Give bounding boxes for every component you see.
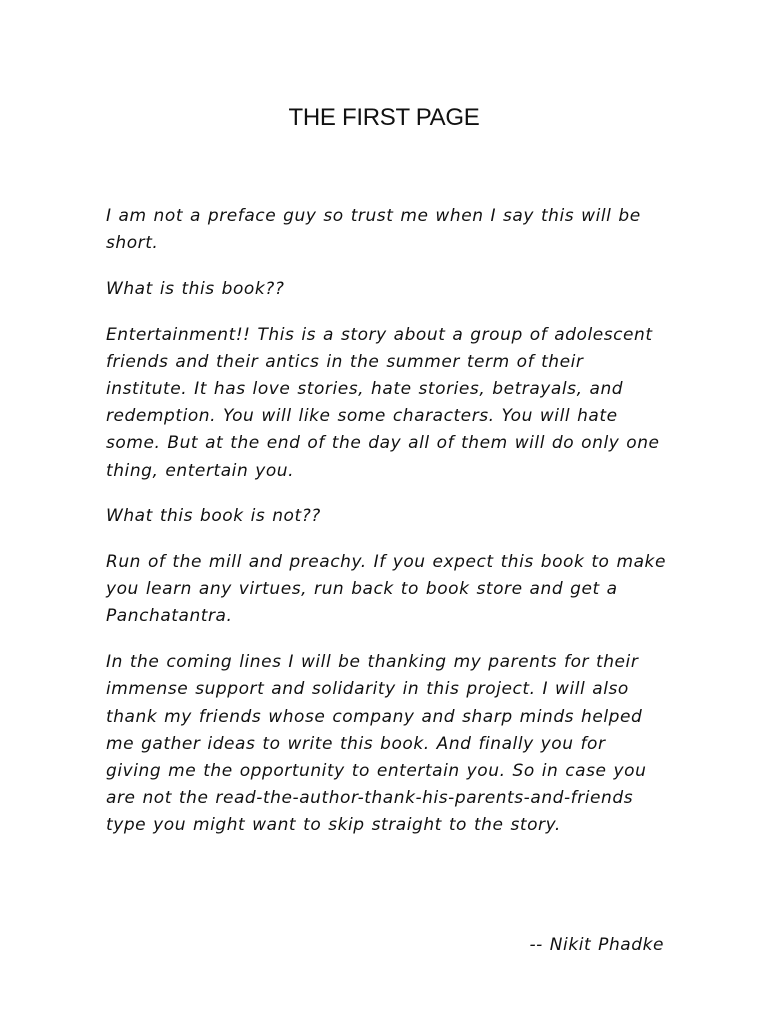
author-signature: -- Nikit Phadke: [529, 935, 664, 955]
paragraph-intro: I am not a preface guy so trust me when I say this will be short.: [106, 206, 641, 254]
preface-body: [106, 203, 666, 858]
paragraph-run-of-mill: Run of the mill and preachy. If you expect this book to make you learn any virtues, run back to book store and get a Panchatantra.: [106, 552, 666, 627]
paragraph-entertainment: Entertainment!! This is a story about a group of adolescent friends and their antics in the summer term of their institute. It has love stories, hate stories, betrayals, and redemption. You will like some characters. You will hate some. But at the end of the day all of them will do only one thing, entertain you.: [106, 324, 660, 481]
page-title: THE FIRST PAGE: [288, 104, 480, 131]
paragraph-thanks: In the coming lines I will be thanking my parents for their immense support and solidarity in this project. I will also thank my friends whose company and sharp minds helped me gather ideas to write this book. And finally you for giving me the opportunity to entertain you. So in case you are not the read-the-author-thank-his-parents-and-friends type you might want to skip straight to the story.: [106, 652, 647, 836]
paragraph-question-what: What is this book??: [106, 278, 285, 299]
paragraph-question-not: What this book is not??: [106, 506, 321, 527]
